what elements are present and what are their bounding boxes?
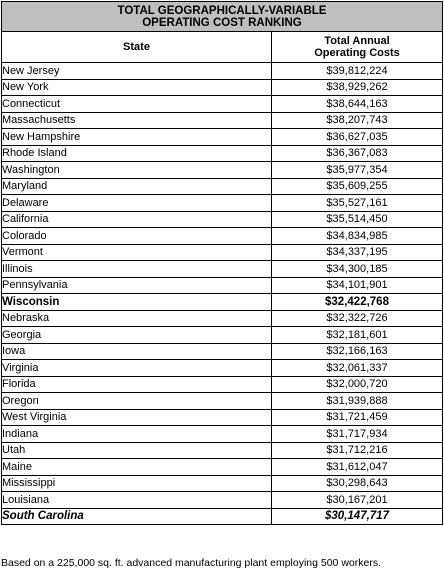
- cost-cell: $38,929,262: [272, 79, 443, 96]
- state-cell: Utah: [2, 442, 272, 459]
- state-cell: Wisconsin: [2, 294, 272, 311]
- cost-cell: $31,717,934: [272, 426, 443, 443]
- cost-cell: $39,812,224: [272, 63, 443, 80]
- state-cell: Georgia: [2, 327, 272, 344]
- state-cell: Nebraska: [2, 310, 272, 327]
- state-cell: New Jersey: [2, 63, 272, 80]
- cost-cell: $30,298,643: [272, 475, 443, 492]
- table-row: [2, 228, 443, 245]
- state-cell: California: [2, 211, 272, 228]
- table-row: [2, 129, 443, 146]
- cost-cell: $31,721,459: [272, 409, 443, 426]
- cost-cell: $31,712,216: [272, 442, 443, 459]
- cost-cell: $34,101,901: [272, 277, 443, 294]
- table-row: [2, 145, 443, 162]
- state-cell: New Hampshire: [2, 129, 272, 146]
- operating-cost-ranking-table: [1, 1, 443, 525]
- state-cell: Vermont: [2, 244, 272, 261]
- table-row: [2, 96, 443, 113]
- cost-cell: $32,000,720: [272, 376, 443, 393]
- state-cell: New York: [2, 79, 272, 96]
- cost-cell: $32,422,768: [272, 294, 443, 311]
- state-cell: Rhode Island: [2, 145, 272, 162]
- cost-cell: $32,061,337: [272, 360, 443, 377]
- cost-cell: $35,977,354: [272, 162, 443, 179]
- cost-cell: $32,166,163: [272, 343, 443, 360]
- state-cell: Iowa: [2, 343, 272, 360]
- state-cell: Maryland: [2, 178, 272, 195]
- cost-cell: $36,627,035: [272, 129, 443, 146]
- state-cell: Washington: [2, 162, 272, 179]
- cost-cell: $34,300,185: [272, 261, 443, 278]
- table-row: [2, 178, 443, 195]
- cost-cell: $30,167,201: [272, 492, 443, 509]
- cost-cell: $36,367,083: [272, 145, 443, 162]
- table-row: [2, 162, 443, 179]
- state-cell: Maine: [2, 459, 272, 476]
- state-cell: Connecticut: [2, 96, 272, 113]
- column-header-cost-line-2: Operating Costs: [314, 47, 400, 59]
- cost-cell: $32,181,601: [272, 327, 443, 344]
- state-cell: Oregon: [2, 393, 272, 410]
- cost-cell: $34,834,985: [272, 228, 443, 245]
- state-cell: Louisiana: [2, 492, 272, 509]
- column-header-state: State: [2, 32, 272, 63]
- table-row: [2, 294, 443, 311]
- table-row: [2, 393, 443, 410]
- table-row: [2, 426, 443, 443]
- state-cell: Virginia: [2, 360, 272, 377]
- cost-cell: $32,322,726: [272, 310, 443, 327]
- table-row: [2, 442, 443, 459]
- column-header-cost: [272, 32, 443, 63]
- table-row: [2, 211, 443, 228]
- table-row: [2, 244, 443, 261]
- state-cell: Illinois: [2, 261, 272, 278]
- table-title-line-1: TOTAL GEOGRAPHICALLY-VARIABLE: [117, 4, 327, 17]
- table-row: [2, 195, 443, 212]
- cost-cell: $35,609,255: [272, 178, 443, 195]
- column-header-cost-line-1: Total Annual: [324, 35, 390, 47]
- state-cell: South Carolina: [2, 508, 272, 525]
- state-cell: Florida: [2, 376, 272, 393]
- table-row: [2, 409, 443, 426]
- table-row: [2, 492, 443, 509]
- table-row: [2, 508, 443, 525]
- table-row: [2, 310, 443, 327]
- table-row: [2, 376, 443, 393]
- state-cell: Colorado: [2, 228, 272, 245]
- table-row: [2, 459, 443, 476]
- table-title-line-2: OPERATING COST RANKING: [142, 16, 302, 29]
- table-row: [2, 261, 443, 278]
- cost-cell: $34,337,195: [272, 244, 443, 261]
- table-row: [2, 343, 443, 360]
- table-row: [2, 327, 443, 344]
- state-cell: Pennsylvania: [2, 277, 272, 294]
- cost-cell: $35,527,161: [272, 195, 443, 212]
- cost-cell: $30,147,717: [272, 508, 443, 525]
- table-title: [2, 2, 443, 32]
- table-row: [2, 475, 443, 492]
- table-row: [2, 112, 443, 129]
- state-cell: Mississippi: [2, 475, 272, 492]
- state-cell: Indiana: [2, 426, 272, 443]
- table-row: [2, 63, 443, 80]
- state-cell: West Virginia: [2, 409, 272, 426]
- table-body: [2, 63, 443, 525]
- table-row: [2, 360, 443, 377]
- cost-cell: $35,514,450: [272, 211, 443, 228]
- state-cell: Massachusetts: [2, 112, 272, 129]
- cost-cell: $38,644,163: [272, 96, 443, 113]
- table-row: [2, 277, 443, 294]
- state-cell: Delaware: [2, 195, 272, 212]
- table-row: [2, 79, 443, 96]
- footnote: Based on a 225,000 sq. ft. advanced manufacturing plant employing 500 workers.: [1, 557, 381, 569]
- cost-cell: $31,612,047: [272, 459, 443, 476]
- cost-cell: $38,207,743: [272, 112, 443, 129]
- cost-cell: $31,939,888: [272, 393, 443, 410]
